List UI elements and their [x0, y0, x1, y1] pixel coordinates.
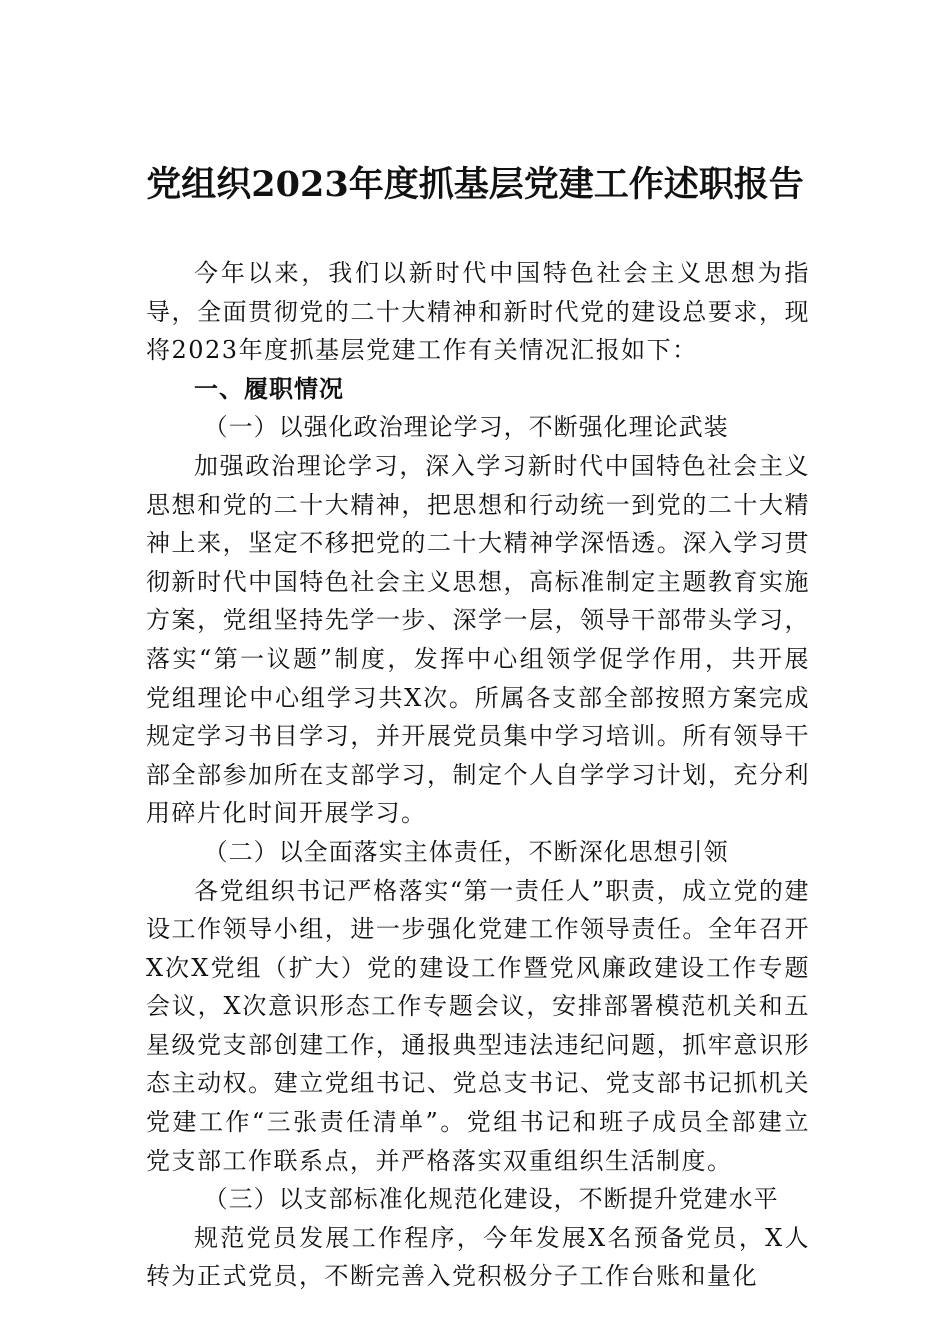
subsection-body-3: 规范党员发展工作程序，今年发展X名预备党员，X人转为正式党员，不断完善入党积极分子工作台账和量化: [146, 1223, 810, 1291]
subsection-heading-2: （二）以全面落实主体责任，不断深化思想引领: [203, 837, 729, 866]
document-body: [146, 254, 810, 1296]
subsection-heading-3: （三）以支部标准化规范化建设，不断提升党建水平: [203, 1185, 779, 1214]
subsection-heading-1: （一）以强化政治理论学习，不断强化理论武装: [203, 413, 729, 442]
subsection-body-2: 各党组织书记严格落实“第一责任人”职责，成立党的建设工作领导小组，进一步强化党建工作领导责任。全年召开X次X党组（扩大）党的建设工作暨党风廉政建设工作专题会议，X次意识形态工作专题会议，安排部署模范机关和五星级党支部创建工作，通报典型违法违纪问题，抓牢意识形态主动权。建立党组书记、党总支书记、党支部书记抓机关党建工作“三张责任清单”。党组书记和班子成员全部建立党支部工作联系点，并严格落实双重组织生活制度。: [146, 876, 810, 1175]
subsection-body-1: 加强政治理论学习，深入学习新时代中国特色社会主义思想和党的二十大精神，把思想和行动统一到党的二十大精神上来，坚定不移把党的二十大精神学深悟透。深入学习贯彻新时代中国特色社会主义思想，高标准制定主题教育实施方案，党组坚持先学一步、深学一层，领导干部带头学习，落实“第一议题”制度，发挥中心组领学促学作用，共开展党组理论中心组学习共X次。所属各支部全部按照方案完成规定学习书目学习，并开展党员集中学习培训。所有领导干部全部参加所在支部学习，制定个人自学学习计划，充分利用碎片化时间开展学习。: [146, 451, 810, 828]
intro-paragraph: 今年以来，我们以新时代中国特色社会主义思想为指导，全面贯彻党的二十大精神和新时代党的建设总要求，现将2023年度抓基层党建工作有关情况汇报如下：: [146, 259, 810, 365]
section-heading-performance: 一、履职情况: [194, 374, 344, 403]
document-title: 党组织2023年度抓基层党建工作述职报告: [146, 164, 804, 205]
